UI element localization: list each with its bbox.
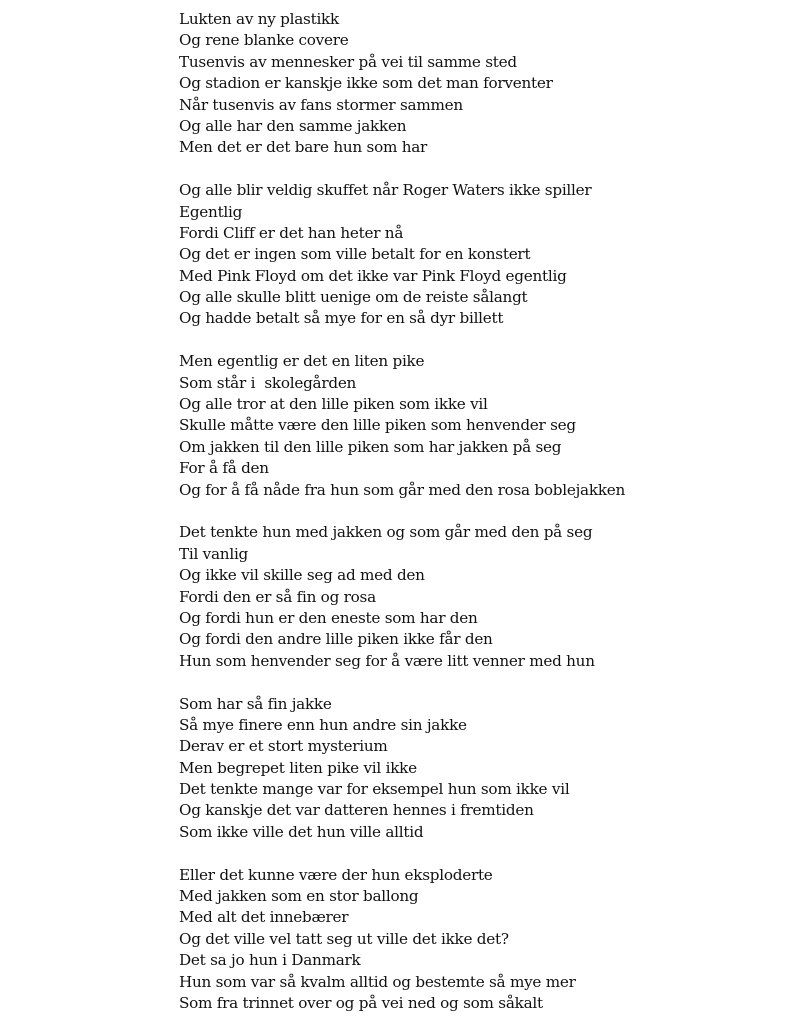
poem-line: Som fra trinnet over og på vei ned og som såkalt [179,993,543,1012]
poem-line: Det sa jo hun i Danmark [179,951,361,970]
poem-line: Det tenkte mange var for eksempel hun som ikke vil [179,780,570,799]
poem-line: Egentlig [179,202,243,221]
poem-line: Med alt det innebærer [179,908,349,927]
stanza-6 [179,865,779,1015]
poem-line: Eller det kunne være der hun eksploderte [179,865,493,884]
poem-line: Men egentlig er det en liten pike [179,352,425,371]
poem-line: Og alle blir veldig skuffet når Roger Waters ikke spiller [179,181,592,200]
poem-line: Og det ville vel tatt seg ut ville det ikke det? [179,929,509,948]
stanza-4 [179,522,779,672]
poem-line: Og alle tror at den lille piken som ikke vil [179,395,488,414]
poem-line: Fordi den er så fin og rosa [179,587,376,606]
poem-line: Og stadion er kanskje ikke som det man forventer [179,74,553,93]
poem-line: Til vanlig [179,544,249,563]
stanza-2 [179,180,779,330]
poem-line: Og ikke vil skille seg ad med den [179,566,425,585]
stanza-1 [179,9,779,159]
poem-line: Som ikke ville det hun ville alltid [179,822,424,841]
poem-text [179,9,779,1014]
poem-line: Om jakken til den lille piken som har jakken på seg [179,437,562,456]
poem-line: Derav er et stort mysterium [179,737,388,756]
poem-line: Og alle skulle blitt uenige om de reiste sålangt [179,288,528,307]
poem-line: Og rene blanke covere [179,31,349,50]
poem-line: Og hadde betalt så mye for en så dyr billett [179,309,504,328]
poem-line: Med Pink Floyd om det ikke var Pink Floyd egentlig [179,266,567,285]
poem-line: Hun som var så kvalm alltid og bestemte så mye mer [179,972,576,991]
poem-line: Hun som henvender seg for å være litt venner med hun [179,651,595,670]
poem-line: Og fordi hun er den eneste som har den [179,608,478,627]
poem-line: Det tenkte hun med jakken og som går med den på seg [179,523,593,542]
poem-line: Men begrepet liten pike vil ikke [179,758,417,777]
poem-line: Skulle måtte være den lille piken som henvender seg [179,416,576,435]
stanza-5 [179,694,779,844]
poem-line: Når tusenvis av fans stormer sammen [179,95,463,114]
poem-line: Og alle har den samme jakken [179,116,407,135]
poem-line: Og for å få nåde fra hun som går med den rosa boblejakken [179,480,626,499]
poem-line: Fordi Cliff er det han heter nå [179,223,404,242]
poem-line: Og det er ingen som ville betalt for en konstert [179,245,531,264]
stanza-3 [179,351,779,501]
poem-line: Som står i skolegården [179,373,357,392]
poem-line: Så mye finere enn hun andre sin jakke [179,715,467,734]
poem-line: Tusenvis av mennesker på vei til samme sted [179,52,517,71]
poem-line: For å få den [179,459,269,478]
poem-line: Og kanskje det var datteren hennes i fremtiden [179,801,534,820]
poem-line: Lukten av ny plastikk [179,10,339,28]
poem-line: Med jakken som en stor ballong [179,887,419,906]
poem-line: Men det er det bare hun som har [179,138,428,157]
poem-line: Og fordi den andre lille piken ikke får den [179,630,493,649]
poem-line: Som har så fin jakke [179,694,332,713]
